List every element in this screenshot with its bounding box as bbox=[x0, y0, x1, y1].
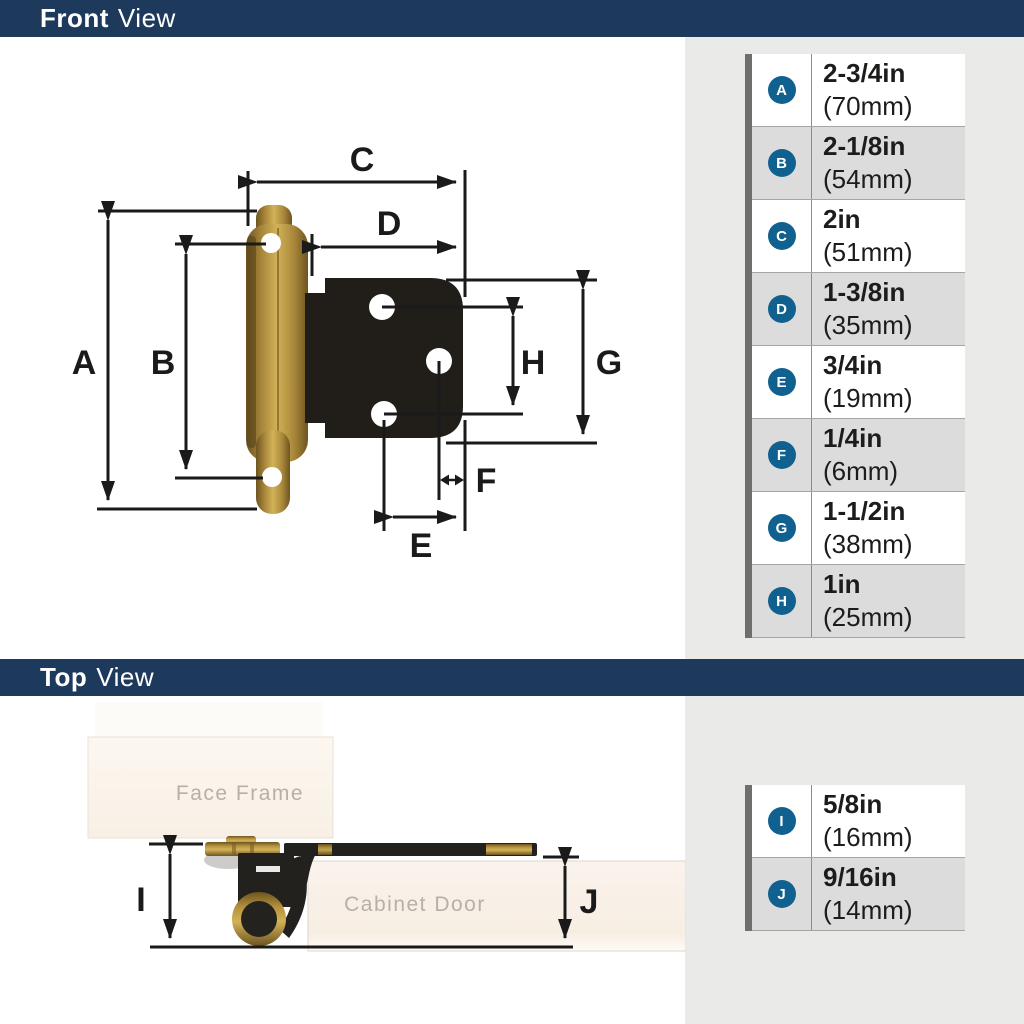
face-frame-illustration bbox=[88, 702, 333, 838]
dimension-value-cell bbox=[812, 127, 965, 199]
dimension-value-cell bbox=[812, 346, 965, 418]
dimension-letter-badge: I bbox=[768, 807, 796, 835]
dimension-value-cell bbox=[812, 54, 965, 126]
front-table-rows bbox=[752, 54, 965, 638]
dimension-value-metric: (54mm) bbox=[823, 164, 913, 194]
dimension-value-metric: (19mm) bbox=[823, 383, 913, 413]
front-view-diagram bbox=[0, 37, 685, 659]
front-view-title-bold: Front bbox=[40, 3, 109, 33]
table-row bbox=[752, 858, 965, 931]
top-view-header bbox=[0, 659, 1024, 696]
dimension-letter-badge: D bbox=[768, 295, 796, 323]
dimension-value-inches: 1in bbox=[823, 569, 861, 599]
table-row bbox=[752, 419, 965, 492]
dimension-letter-cell bbox=[752, 419, 812, 491]
dimension-value-inches: 9/16in bbox=[823, 862, 897, 892]
top-table-rows bbox=[752, 785, 965, 931]
table-row bbox=[752, 346, 965, 419]
dim-label-H: H bbox=[520, 344, 546, 382]
table-accent-bar bbox=[745, 785, 752, 931]
table-row bbox=[752, 565, 965, 638]
dimension-value-inches: 1-3/8in bbox=[823, 277, 906, 307]
face-frame-label: Face Frame bbox=[175, 782, 305, 805]
dimension-value-cell bbox=[812, 492, 965, 564]
dimension-value-metric: (6mm) bbox=[823, 456, 899, 486]
dim-label-F: F bbox=[475, 462, 497, 500]
hinge-barrel-illustration bbox=[246, 205, 308, 514]
table-row bbox=[752, 273, 965, 346]
dimension-value-cell bbox=[812, 273, 965, 345]
dimension-letter-cell bbox=[752, 785, 812, 857]
dimension-value-metric: (70mm) bbox=[823, 91, 913, 121]
dimension-value-metric: (35mm) bbox=[823, 310, 913, 340]
top-view-diagram bbox=[0, 696, 686, 1024]
dimension-letter-badge: J bbox=[768, 880, 796, 908]
dimension-value-inches: 2-3/4in bbox=[823, 58, 906, 88]
dimension-value-metric: (25mm) bbox=[823, 602, 913, 632]
dimension-letter-cell bbox=[752, 858, 812, 930]
top-view-title-bold: Top bbox=[40, 662, 88, 692]
front-view-title-light: View bbox=[117, 3, 176, 33]
dimension-letter-cell bbox=[752, 200, 812, 272]
dim-label-C: C bbox=[349, 141, 375, 179]
dimension-letter-cell bbox=[752, 273, 812, 345]
dimension-letter-badge: B bbox=[768, 149, 796, 177]
dimension-value-cell bbox=[812, 785, 965, 857]
dimension-value-cell bbox=[812, 858, 965, 930]
dimension-letter-badge: C bbox=[768, 222, 796, 250]
top-view-title-light: View bbox=[96, 662, 155, 692]
dim-label-A: A bbox=[71, 344, 97, 382]
dimension-value-inches: 5/8in bbox=[823, 789, 883, 819]
dimension-value-inches: 1-1/2in bbox=[823, 496, 906, 526]
dimension-letter-cell bbox=[752, 492, 812, 564]
top-dimensions-table bbox=[745, 785, 965, 931]
table-row bbox=[752, 200, 965, 273]
dimension-value-metric: (16mm) bbox=[823, 822, 913, 852]
dimension-letter-cell bbox=[752, 565, 812, 637]
dimension-value-metric: (14mm) bbox=[823, 895, 913, 925]
front-view-header bbox=[0, 0, 1024, 37]
dimension-value-metric: (51mm) bbox=[823, 237, 913, 267]
dimension-value-inches: 1/4in bbox=[823, 423, 883, 453]
table-row bbox=[752, 785, 965, 858]
dimension-letter-cell bbox=[752, 54, 812, 126]
dimension-value-inches: 2-1/8in bbox=[823, 131, 906, 161]
table-row bbox=[752, 127, 965, 200]
front-dimensions-table bbox=[745, 54, 965, 638]
dimension-value-metric: (38mm) bbox=[823, 529, 913, 559]
dim-label-E: E bbox=[409, 527, 433, 565]
dimension-letter-badge: E bbox=[768, 368, 796, 396]
dim-label-B: B bbox=[150, 344, 176, 382]
dimension-letter-badge: H bbox=[768, 587, 796, 615]
dimension-value-cell bbox=[812, 200, 965, 272]
cabinet-door-illustration bbox=[308, 861, 686, 951]
dimension-value-inches: 3/4in bbox=[823, 350, 883, 380]
dimension-value-inches: 2in bbox=[823, 204, 861, 234]
dimension-letter-badge: G bbox=[768, 514, 796, 542]
dimension-value-cell bbox=[812, 419, 965, 491]
table-accent-bar bbox=[745, 54, 752, 638]
dim-label-D: D bbox=[376, 205, 402, 243]
dimension-letter-badge: F bbox=[768, 441, 796, 469]
dim-label-G: G bbox=[595, 344, 623, 382]
dimension-letter-badge: A bbox=[768, 76, 796, 104]
table-row bbox=[752, 54, 965, 127]
dimension-letter-cell bbox=[752, 346, 812, 418]
dim-label-I: I bbox=[136, 881, 146, 919]
dimension-value-cell bbox=[812, 565, 965, 637]
cabinet-door-label: Cabinet Door bbox=[344, 893, 486, 916]
table-row bbox=[752, 492, 965, 565]
dim-label-J: J bbox=[579, 883, 599, 921]
dimension-letter-cell bbox=[752, 127, 812, 199]
